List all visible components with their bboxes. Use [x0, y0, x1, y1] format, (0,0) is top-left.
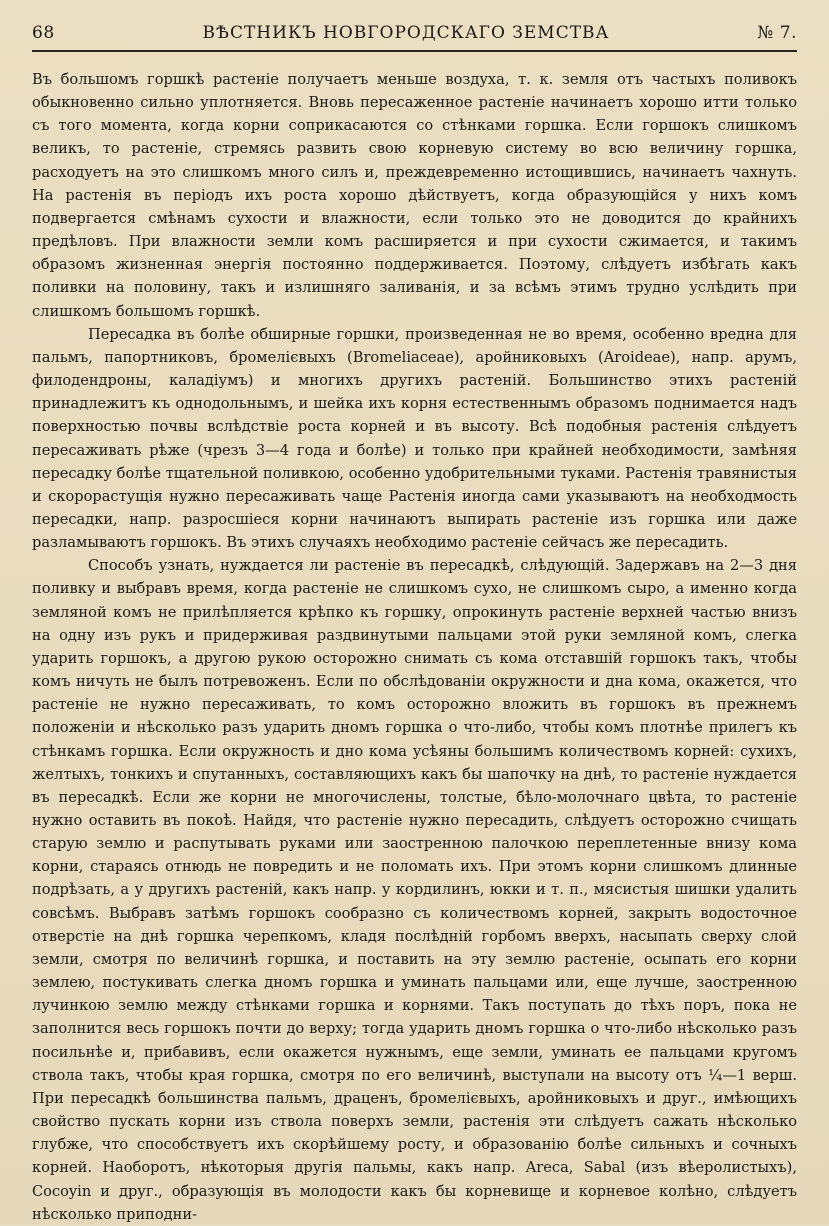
header-rule — [32, 50, 797, 52]
page-number: 68 — [32, 23, 55, 43]
paragraph: Пересадка въ болѣе обширные горшки, произведенная не во время, особенно вредна для пальмъ, папортниковъ, бромелієвыхъ (Bromeliaceae), аройниковыхъ (Aroideae), напр. арумъ, филодендроны, каладіумъ) и многихъ другихъ растеній. Большинство этихъ растеній принадлежитъ къ однодольнымъ, и шейка ихъ корня естественнымъ образомъ поднимается надъ поверхностью почвы вслѣдствіе роста корней и въ высоту. Всѣ подобныя растенія слѣдуетъ пересаживать рѣже (чрезъ 3—4 года и болѣе) и только при крайней необходимости, замѣняя пересадку болѣе тщательной поливкою, особенно удобрительными туками. Растенія травянистыя и скорорастущія нужно пересаживать чаще Растенія иногда сами указываютъ на необходмость пересадки, напр. разросшіеся корни начинаютъ выпирать растеніе изъ горшка или даже разламываютъ горшокъ. Въ этихъ случаяхъ необходимо растеніе сейчасъ же пересадить. — [32, 325, 797, 552]
paragraph: Способъ узнать, нуждается ли растеніе въ пересадкѣ, слѣдующій. Задержавъ на 2—3 дня поливку и выбравъ время, когда растеніе не слишкомъ сухо, не слишкомъ сыро, а именно когда земляной комъ не прилѣпляется крѣпко къ горшку, опрокинуть растеніе верхней частью внизъ на одну изъ рукъ и придерживая раздвинутыми пальцами этой руки земляной комъ, слегка ударить горшокъ, а другою рукою осторожно снимать съ кома отставшій горшокъ такъ, чтобы комъ ничуть не былъ потревоженъ. Если по обслѣдованіи окружности и дна кома, окажется, что растеніе не нужно пересаживать, то комъ осторожно вложить въ горшокъ въ прежнемъ положеніи и нѣсколько разъ ударить дномъ горшка о что-либо, чтобы комъ плотнѣе прилегъ къ стѣнкамъ горшка. Если окружность и дно кома усѣяны большимъ количествомъ корней: сухихъ, желтыхъ, тонкихъ и спутанныхъ, составляющихъ какъ бы шапочку на днѣ, то растеніе нуждается въ пересадкѣ. Если же корни не многочислены, толстые, бѣло-молочнаго цвѣта, то растеніе нужно оставить въ покоѣ. Найдя, что растеніе нужно пересадить, слѣдуетъ осторожно счищать старую землю и распутывать руками или заостренною палочкою переплетенные внизу кома корни, стараясь отнюдь не повредить и не поломать ихъ. При этомъ корни слишкомъ длинные подрѣзать, а у другихъ растеній, какъ напр. у кордилинъ, юкки и т. п., мясистыя шишки удалить совсѣмъ. Выбравъ затѣмъ горшокъ сообразно съ количествомъ корней, закрыть водосточное отверстіе на днѣ горшка черепкомъ, кладя послѣдній горбомъ вверхъ, насыпать сверху слой земли, смотря по величинѣ горшка, и поставить на эту землю растеніе, осыпать его корни землею, постукивать слегка дномъ горшка и уминать пальцами или, еще лучше, заостренною лучинкою землю между стѣнками горшка и корнями. Такъ поступать до тѣхъ поръ, пока не заполнится весь горшокъ почти до верху; тогда ударить дномъ горшка о что-либо нѣсколько разъ посильнѣе и, прибавивъ, если окажется нужнымъ, еще земли, уминать ее пальцами кругомъ ствола такъ, чтобы края горшка, смотря по его величинѣ, выступали на высоту отъ ¼—1 верш. При пересадкѣ большинства пальмъ, драценъ, бромелієвыхъ, аройниковыхъ и друг., имѣющихъ свойство пускать корни изъ ствола поверхъ земли, растенія эти слѣдуетъ сажать нѣсколько глубже, что способствуетъ ихъ скорѣйшему росту, и образованію болѣе сильныхъ и сочныхъ корней. Наоборотъ, нѣкоторыя другія пальмы, какъ напр. Areca, Sabal (изъ вѣеролистыхъ), Cocoyin и друг., образующія въ молодости какъ бы корневище и корневое колѣно, слѣдуетъ нѣсколько приподни- — [32, 557, 797, 1223]
issue-number: № 7. — [757, 23, 797, 43]
paragraph: Въ большомъ горшкѣ растеніе получаетъ меньше воздуха, т. к. земля отъ частыхъ поливокъ обыкновенно сильно уплотняется. Вновь пересаженное растеніе начинаетъ хорошо итти только съ того момента, когда корни соприкасаются со стѣнками горшка. Если горшокъ слишкомъ великъ, то растеніе, стремясь развить свою корневую систему во всю величину горшка, расходуетъ на это слишкомъ много силъ и, преждевременно истощившись, начинаетъ чахнуть. На растенія въ періодъ ихъ роста хорошо дѣйствуетъ, когда образующійся у нихъ комъ подвергается смѣнамъ сухости и влажности, если только это не доводится до крайнихъ предѣловъ. При влажности земли комъ расширяется и при сухости сжимается, и такимъ образомъ жизненная энергія постоянно поддерживается. Поэтому, слѣдуетъ избѣгать какъ поливки на половину, такъ и излишняго заливанія, и за всѣмъ этимъ трудно услѣдить при слишкомъ большомъ горшкѣ. — [32, 71, 797, 320]
journal-title: ВѢСТНИКЪ НОВГОРОДСКАГО ЗЕМСТВА — [202, 23, 610, 43]
article-body — [32, 68, 797, 1226]
page-header — [32, 18, 797, 48]
